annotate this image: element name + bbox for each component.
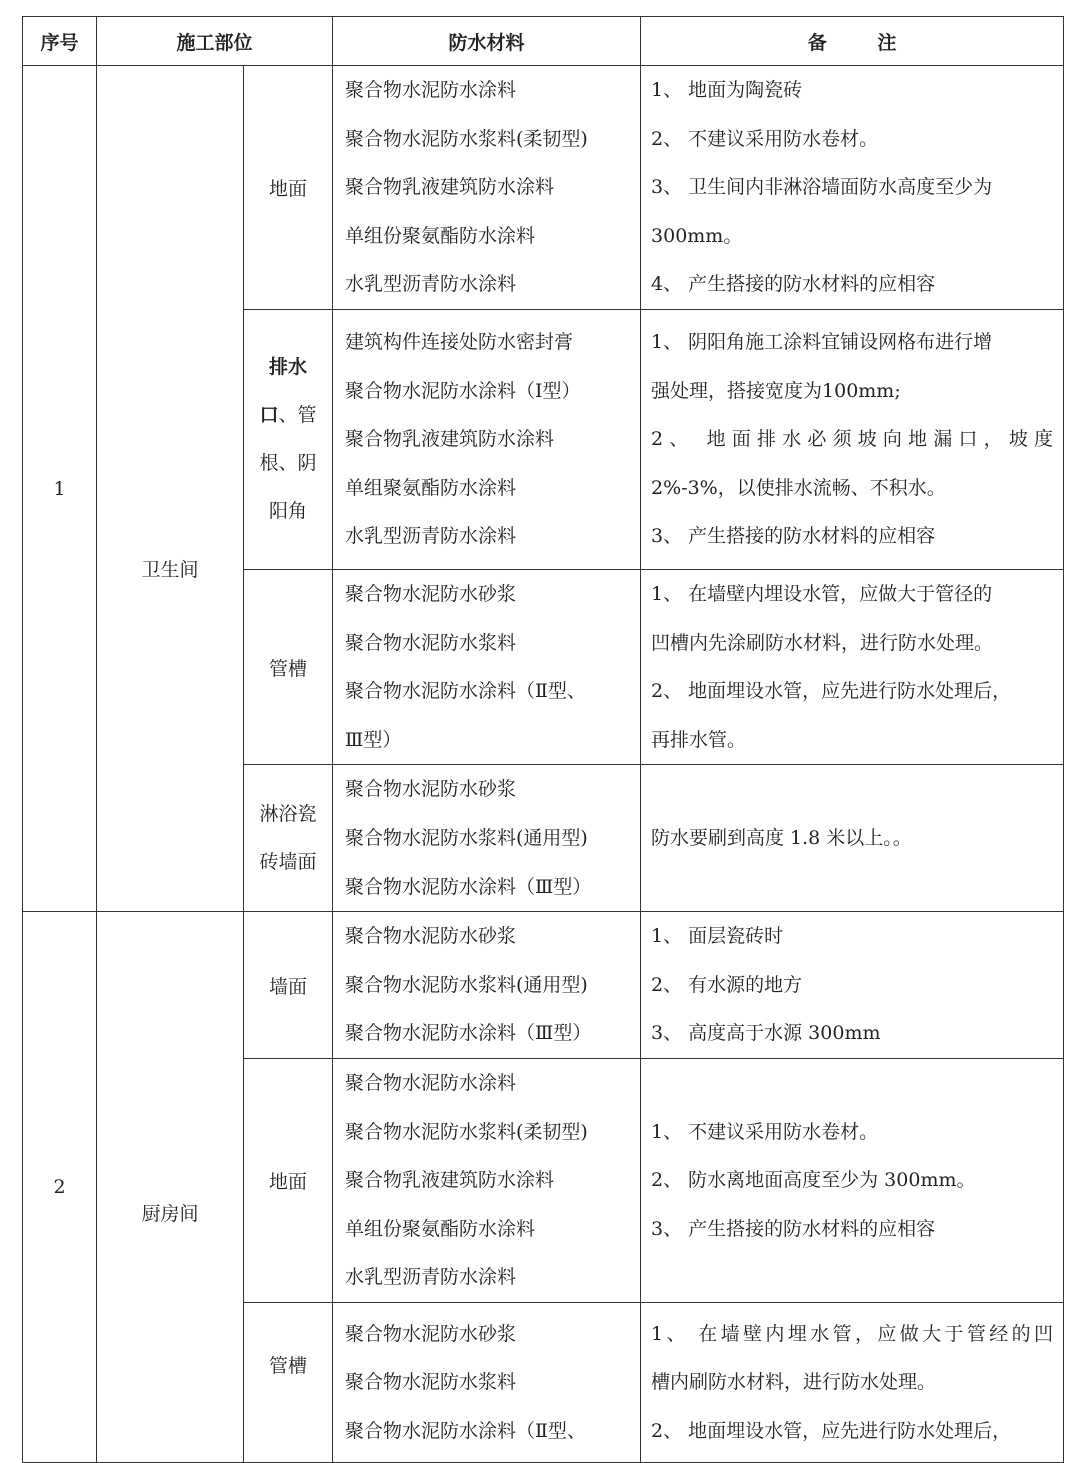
seq-cell: 2: [23, 912, 97, 1463]
notes-cell: [641, 1058, 1064, 1302]
material-item: 聚合物水泥防水浆料(柔韧型): [345, 127, 588, 150]
material-item: 聚合物水泥防水浆料: [345, 1371, 517, 1394]
material-item: 水乳型沥青防水涂料: [345, 1266, 517, 1289]
material-item: 聚合物水泥防水砂浆: [345, 778, 517, 801]
material-item: 聚合物乳液建筑防水涂料: [345, 1169, 555, 1192]
zone-cell: 地面: [244, 1058, 333, 1302]
zone-cell: 淋浴瓷砖墙面: [244, 765, 333, 912]
note-item: 1、 阴阳角施工涂料宜铺设网格布进行增: [651, 330, 993, 353]
table-row: [23, 66, 1064, 310]
note-item: 2%-3%，以使排水流畅、不积水。: [651, 476, 946, 499]
materials-cell: [333, 765, 641, 912]
waterproofing-table: [22, 16, 1064, 1463]
material-item: 单组份聚氨酯防水涂料: [345, 224, 536, 247]
zone-cell: 管槽: [244, 1302, 333, 1462]
material-item: 聚合物水泥防水涂料（Ⅲ型）: [345, 1022, 592, 1045]
notes-cell: [641, 66, 1064, 310]
note-item: 2、 防水离地面高度至少为 300mm。: [651, 1169, 976, 1192]
zone-cell: 管槽: [244, 569, 333, 764]
note-item: 1、 地面为陶瓷砖: [651, 79, 803, 101]
material-item: 水乳型沥青防水涂料: [345, 525, 517, 548]
note-item: 槽内刷防水材料，进行防水处理。: [651, 1371, 937, 1394]
note-item: 1、 面层瓷砖时: [651, 925, 784, 948]
note-item: 1、 在墙壁内埋设水管，应做大于管径的: [651, 582, 993, 605]
note-item: 强处理，搭接宽度为100mm;: [651, 379, 901, 402]
materials-cell: [333, 912, 641, 1059]
notes-cell: [641, 1302, 1064, 1462]
zone-name-bold: 排水口: [259, 356, 308, 427]
note-item: 3、 产生搭接的防水材料的应相容: [651, 1217, 936, 1240]
note-item: 2、 地面埋设水管，应先进行防水处理后，: [651, 680, 1012, 703]
materials-cell: [333, 1302, 641, 1462]
material-item: Ⅲ型）: [345, 728, 402, 751]
table-row: [23, 912, 1064, 1059]
material-item: 聚合物水泥防水涂料: [345, 1071, 517, 1094]
note-item: 2、 地面埋设水管，应先进行防水处理后，: [651, 1419, 1012, 1442]
material-item: 聚合物水泥防水浆料(通用型): [345, 973, 588, 996]
header-seq: 序号: [23, 17, 97, 66]
material-item: 水乳型沥青防水涂料: [345, 273, 517, 296]
room-cell: 卫生间: [97, 66, 244, 912]
note-item: 再排水管。: [651, 728, 747, 751]
material-item: 聚合物水泥防水浆料(柔韧型): [345, 1120, 588, 1143]
material-item: 聚合物水泥防水涂料（Ⅱ型、: [345, 680, 586, 703]
header-row: [23, 17, 1064, 66]
material-item: 聚合物水泥防水涂料（Ⅲ型）: [345, 875, 592, 898]
note-item: 凹槽内先涂刷防水材料，进行防水处理。: [651, 631, 994, 654]
note-item: 3、 卫生间内非淋浴墙面防水高度至少为: [651, 176, 993, 199]
material-item: 聚合物水泥防水涂料: [345, 79, 517, 101]
zone-cell: 地面: [244, 66, 333, 310]
notes-cell: [641, 569, 1064, 764]
header-note: 备 注: [641, 17, 1064, 66]
note-item: 防水要刷到高度 1.8 米以上。。: [651, 826, 912, 849]
material-item: 聚合物水泥防水浆料(通用型): [345, 826, 588, 849]
material-item: 聚合物乳液建筑防水涂料: [345, 428, 555, 451]
note-item: 3、 高度高于水源 300mm: [651, 1022, 881, 1045]
materials-cell: [333, 1058, 641, 1302]
note-item: 3、 产生搭接的防水材料的应相容: [651, 525, 936, 548]
note-item: 2、 有水源的地方: [651, 973, 803, 996]
note-item: 1、 在墙壁内埋水管，应做大于管经的凹: [651, 1322, 1054, 1345]
notes-cell: [641, 912, 1064, 1059]
zone-name-rest: 、管根、阴阳角: [259, 404, 317, 523]
material-item: 聚合物水泥防水浆料: [345, 631, 517, 654]
material-item: 建筑构件连接处防水密封膏: [345, 330, 574, 353]
note-item: 300mm。: [651, 224, 743, 247]
zone-cell: 墙面: [244, 912, 333, 1059]
header-part: 施工部位: [97, 17, 333, 66]
note-item: 2、 地面排水必须坡向地漏口，坡度: [651, 428, 1054, 451]
note-item: 4、 产生搭接的防水材料的应相容: [651, 273, 936, 296]
note-item: 1、 不建议采用防水卷材。: [651, 1120, 879, 1143]
seq-cell: 1: [23, 66, 97, 912]
materials-cell: [333, 569, 641, 764]
materials-cell: [333, 309, 641, 569]
material-item: 聚合物水泥防水涂料（Ⅰ型）: [345, 379, 581, 402]
notes-cell: [641, 309, 1064, 569]
material-item: 聚合物水泥防水砂浆: [345, 582, 517, 605]
note-item: 2、 不建议采用防水卷材。: [651, 127, 879, 150]
material-item: 聚合物水泥防水砂浆: [345, 1322, 517, 1345]
room-cell: 厨房间: [97, 912, 244, 1463]
material-item: 单组份聚氨酯防水涂料: [345, 1217, 536, 1240]
material-item: 单组聚氨酯防水涂料: [345, 476, 517, 499]
materials-cell: [333, 66, 641, 310]
header-material: 防水材料: [333, 17, 641, 66]
material-item: 聚合物乳液建筑防水涂料: [345, 176, 555, 199]
notes-cell: [641, 765, 1064, 912]
material-item: 聚合物水泥防水砂浆: [345, 925, 517, 948]
zone-cell: [244, 309, 333, 569]
material-item: 聚合物水泥防水涂料（Ⅱ型、: [345, 1419, 586, 1442]
